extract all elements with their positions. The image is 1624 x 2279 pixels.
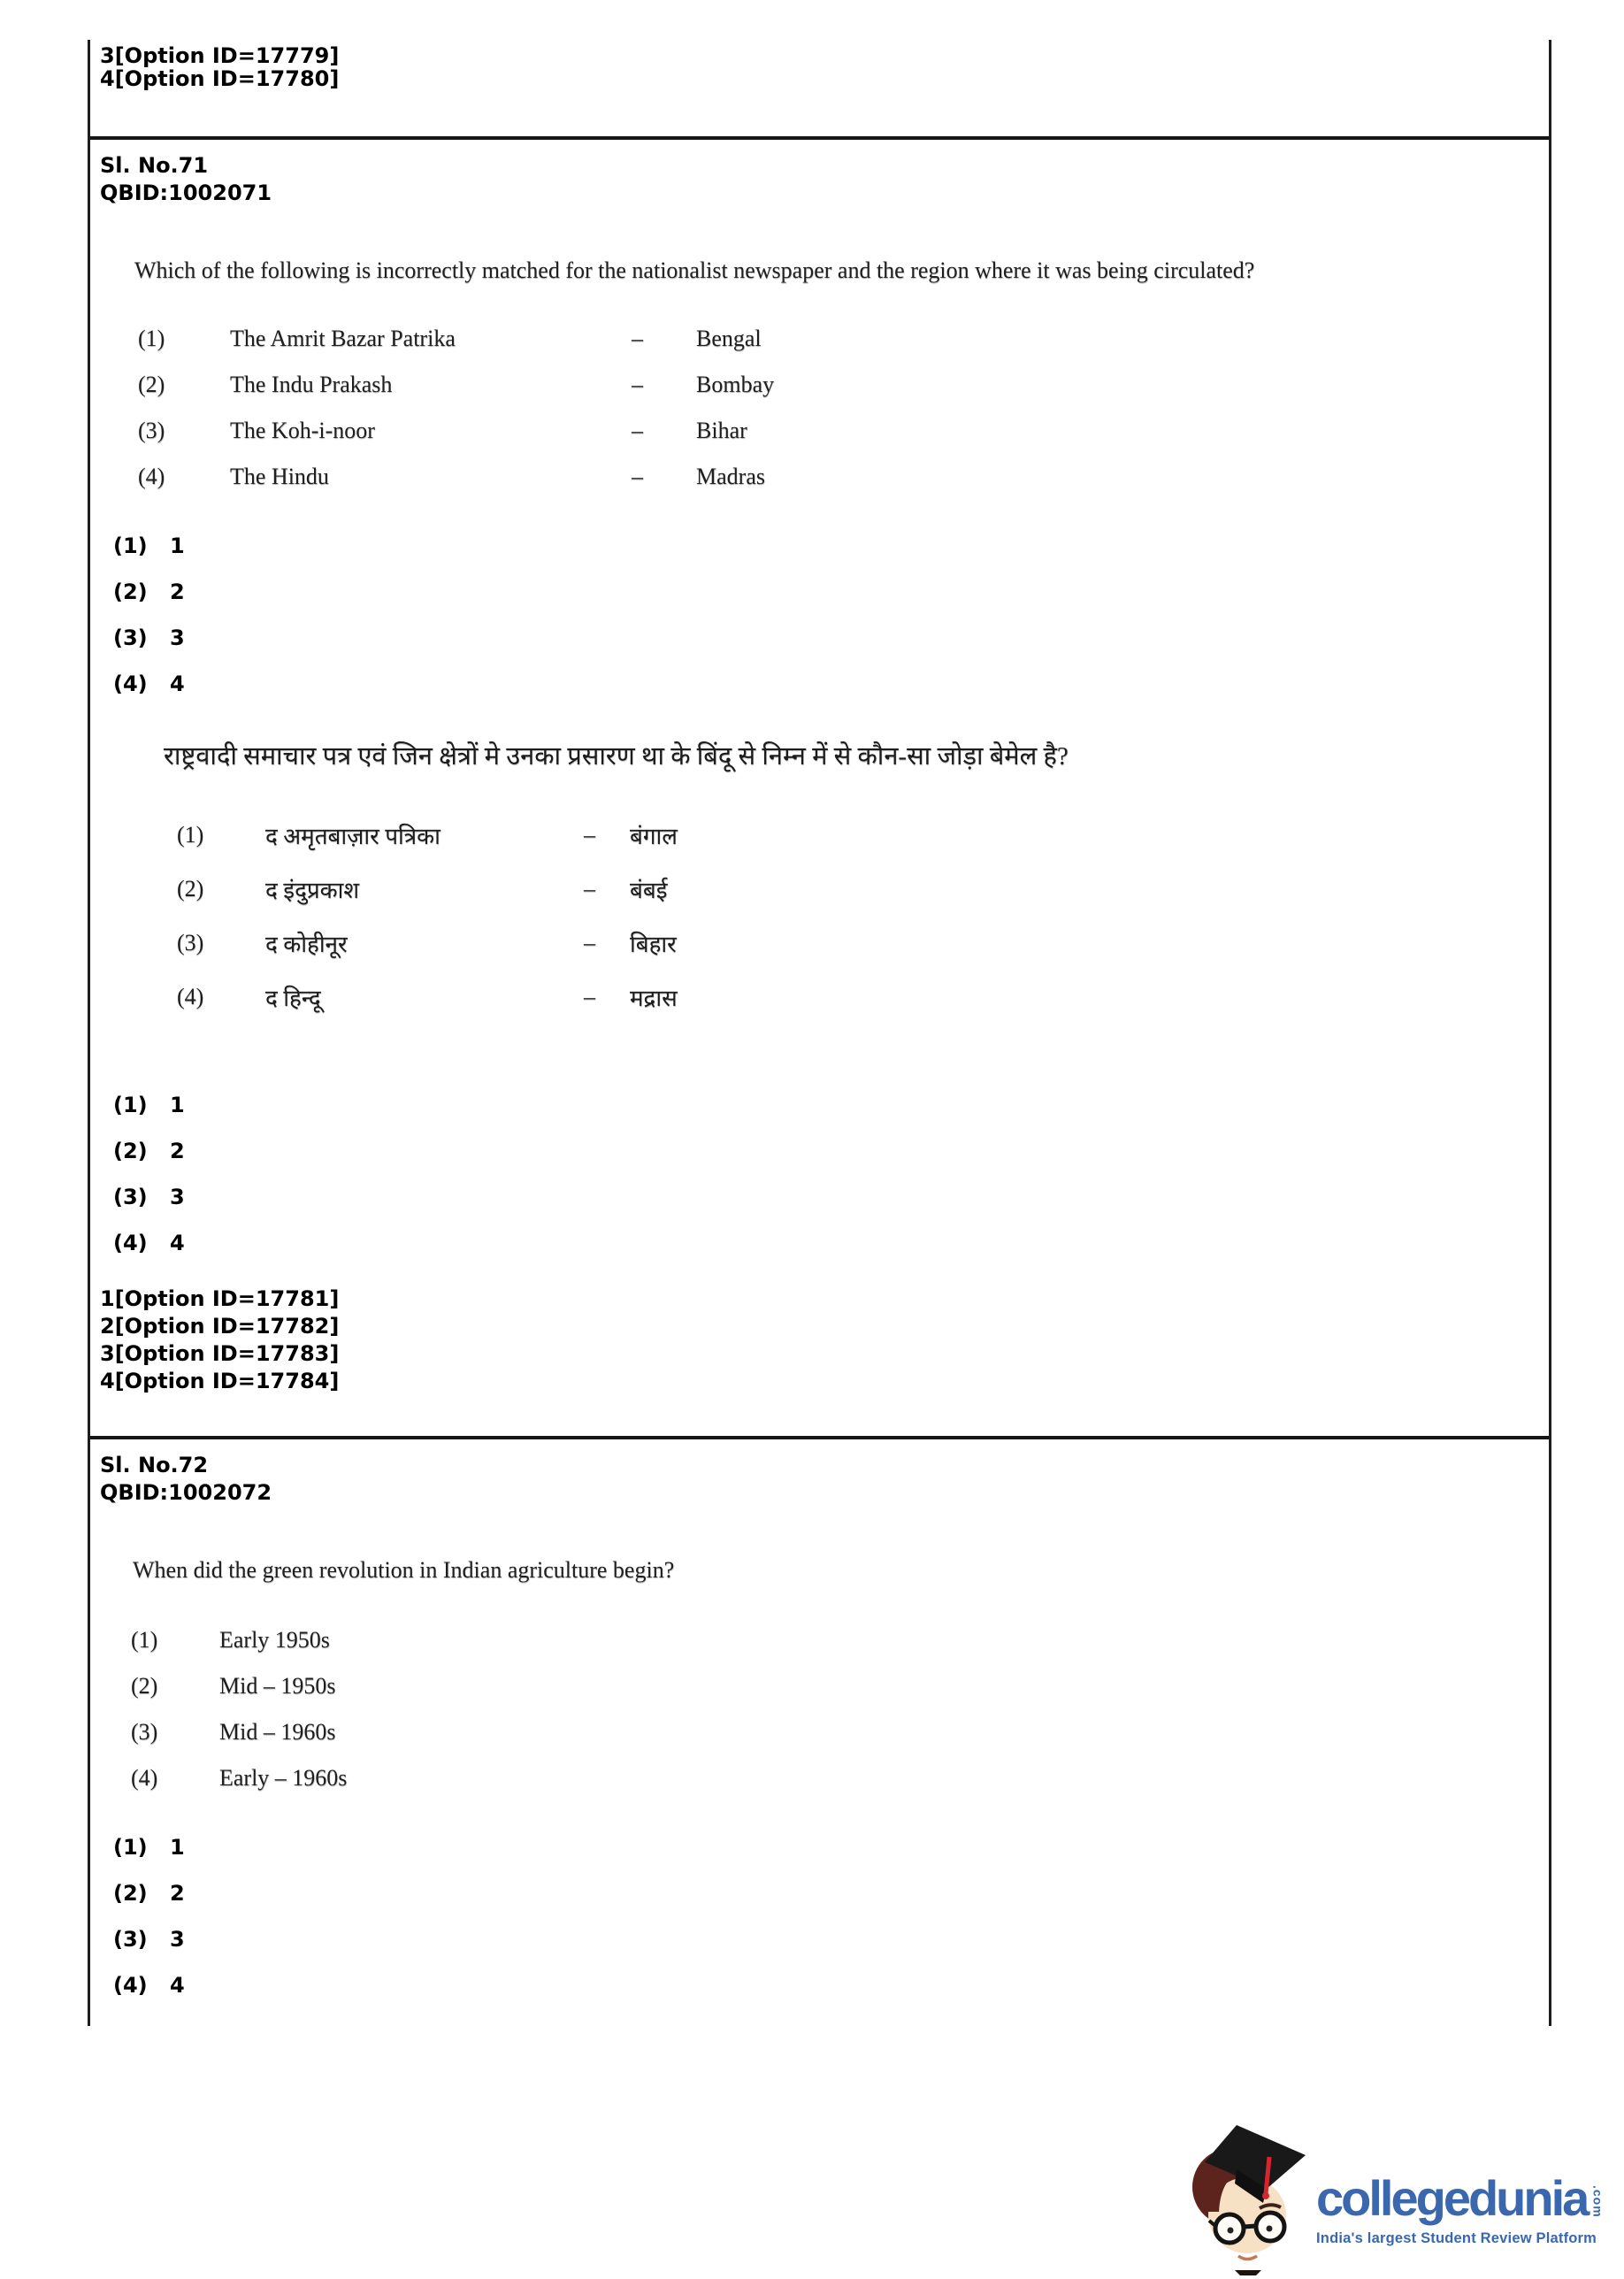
qbid: QBID:1002072 [100, 1480, 272, 1505]
collegedunia-mascot-icon [1185, 2123, 1309, 2275]
answer-choice [113, 1824, 1539, 1870]
newspaper-name: The Amrit Bazar Patrika [230, 326, 456, 351]
answer-number: (1) [113, 1835, 148, 1860]
match-option-row [177, 970, 1539, 1024]
answer-choice [113, 1916, 1539, 1962]
option-id-line: 3[Option ID=17783] [100, 1341, 340, 1366]
answer-number: (2) [113, 1139, 148, 1163]
match-option-row [177, 916, 1539, 970]
question-text-hindi: राष्ट्रवादी समाचार पत्र एवं जिन क्षेत्रों मे उनका प्रसारण था के बिंदू से निम्न में से कौन-सा जोड़ा बेमेल है? [164, 742, 1069, 771]
answer-value: 1 [170, 533, 185, 558]
question-71-section [90, 140, 1549, 1439]
answer-value: 4 [170, 671, 185, 696]
option-text: Early – 1960s [219, 1765, 348, 1791]
newspaper-name: द कोहीनूर [265, 931, 348, 957]
option-number: (3) [177, 929, 204, 955]
option-row [131, 1663, 1539, 1709]
option-number: (2) [177, 875, 204, 902]
option-id-line: 1[Option ID=17781] [100, 1286, 340, 1311]
region-name: बिहार [630, 931, 677, 957]
answer-value: 1 [170, 1093, 185, 1117]
option-number: (1) [131, 1627, 158, 1653]
answer-value: 4 [170, 1231, 185, 1255]
option-number: (1) [138, 326, 165, 351]
match-option-row [138, 362, 1539, 408]
answer-choice [113, 523, 1539, 569]
dash: – [632, 372, 643, 397]
match-options-english [100, 316, 1539, 500]
option-row [131, 1617, 1539, 1663]
option-row [131, 1755, 1539, 1801]
dash: – [584, 875, 595, 902]
answer-choice [113, 1220, 1539, 1266]
answer-value: 3 [170, 1927, 185, 1952]
answer-value: 4 [170, 1973, 185, 1998]
dash: – [632, 326, 643, 351]
option-number: (4) [177, 983, 204, 1009]
option-text: Mid – 1960s [219, 1719, 336, 1745]
dash: – [632, 464, 643, 489]
region-name: Bihar [696, 418, 747, 443]
region-name: Bengal [696, 326, 762, 351]
answer-choice [113, 1174, 1539, 1220]
option-id-list [100, 1285, 1539, 1395]
dash: – [584, 929, 595, 955]
newspaper-name: The Hindu [230, 464, 329, 489]
answer-choice [113, 1962, 1539, 2008]
answer-number: (1) [113, 533, 148, 558]
collegedunia-logo [1176, 2122, 1624, 2279]
answer-value: 2 [170, 1881, 185, 1906]
newspaper-name: द इंदुप्रकाश [265, 877, 360, 903]
match-option-row [177, 862, 1539, 916]
options-english [100, 1617, 1539, 1801]
qbid: QBID:1002071 [100, 180, 272, 205]
option-text: Early 1950s [219, 1627, 330, 1653]
option-number: (4) [131, 1765, 158, 1791]
dash: – [632, 418, 643, 443]
newspaper-name: The Koh-i-noor [230, 418, 375, 443]
answer-number: (2) [113, 579, 148, 604]
answer-choice [113, 1870, 1539, 1916]
question-text-english: When did the green revolution in Indian agriculture begin? [133, 1557, 675, 1583]
region-name: Bombay [696, 372, 775, 397]
option-id-line: 2[Option ID=17782] [100, 1314, 340, 1339]
option-number: (2) [131, 1673, 158, 1699]
answer-value: 1 [170, 1835, 185, 1860]
answer-choice [113, 615, 1539, 661]
serial-number: Sl. No.72 [100, 1453, 209, 1477]
brand-name: collegedunia [1316, 2170, 1588, 2226]
newspaper-name: द अमृतबाज़ार पत्रिका [265, 823, 440, 849]
answer-choices-english [100, 1824, 1539, 2008]
option-id-line: 3[Option ID=17779] [100, 43, 340, 68]
question-table [88, 40, 1551, 2026]
question-text-english: Which of the following is incorrectly matched for the nationalist newspaper and the region where it was being circulated? [134, 257, 1255, 283]
option-number: (1) [177, 821, 204, 848]
option-number: (2) [138, 372, 165, 397]
dash: – [584, 821, 595, 848]
brand-tagline: India's largest Student Review Platform [1316, 2230, 1597, 2246]
option-number: (3) [138, 418, 165, 443]
answer-choices-hindi [100, 1082, 1539, 1266]
answer-number: (3) [113, 1185, 148, 1209]
region-name: Madras [696, 464, 765, 489]
region-name: मद्रास [630, 985, 678, 1011]
answer-number: (4) [113, 1973, 148, 1998]
question-meta [100, 1439, 1539, 1507]
collegedunia-wordmark [1316, 2170, 1605, 2247]
newspaper-name: द हिन्दू [265, 985, 321, 1011]
answer-choice [113, 1128, 1539, 1174]
answer-value: 3 [170, 1185, 185, 1209]
answer-number: (4) [113, 671, 148, 696]
answer-number: (4) [113, 1231, 148, 1255]
answer-number: (2) [113, 1881, 148, 1906]
match-option-row [177, 808, 1539, 862]
region-name: बंगाल [630, 823, 678, 849]
question-72-section [90, 1439, 1549, 2026]
match-options-hindi [100, 808, 1539, 1024]
match-option-row [138, 316, 1539, 362]
option-row [131, 1709, 1539, 1755]
dash: – [584, 983, 595, 1009]
option-number: (4) [138, 464, 165, 489]
option-text: Mid – 1950s [219, 1673, 336, 1699]
previous-question-option-ids-section [90, 40, 1549, 140]
brand-tld: .com [1590, 2185, 1605, 2218]
serial-number: Sl. No.71 [100, 153, 209, 178]
match-option-row [138, 408, 1539, 454]
newspaper-name: The Indu Prakash [230, 372, 393, 397]
region-name: बंबई [630, 877, 668, 903]
answer-value: 2 [170, 579, 185, 604]
answer-choices-english [100, 523, 1539, 707]
answer-number: (1) [113, 1093, 148, 1117]
option-number: (3) [131, 1719, 158, 1745]
question-meta [100, 140, 1539, 207]
answer-value: 3 [170, 625, 185, 650]
option-id-line: 4[Option ID=17784] [100, 1369, 340, 1393]
answer-choice [113, 661, 1539, 707]
answer-number: (3) [113, 1927, 148, 1952]
answer-value: 2 [170, 1139, 185, 1163]
answer-choice [113, 1082, 1539, 1128]
answer-number: (3) [113, 625, 148, 650]
match-option-row [138, 454, 1539, 500]
option-id-line: 4[Option ID=17780] [100, 66, 340, 91]
answer-choice [113, 569, 1539, 615]
